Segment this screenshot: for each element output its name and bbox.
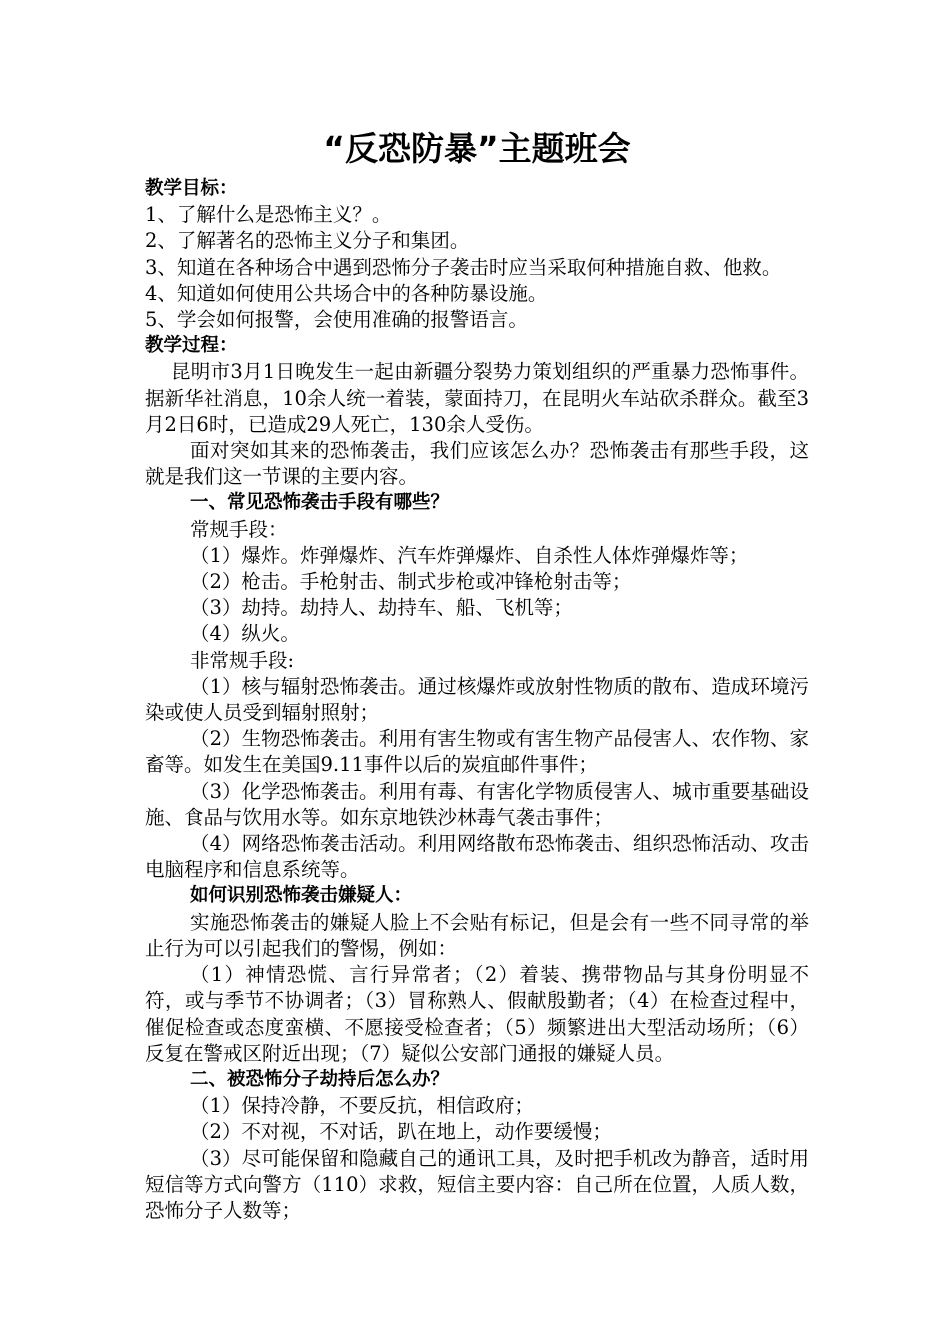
objective-item: 1、了解什么是恐怖主义？。 [145, 203, 392, 227]
conventional-item: （1）爆炸。炸弹爆炸、汽车炸弹爆炸、自杀性人体炸弹爆炸等； [190, 543, 749, 567]
document-title: “反恐防暴”主题班会 [323, 129, 631, 168]
suspect-intro: 实施恐怖袭击的嫌疑人脸上不会贴有标记，但是会有一些不同寻常的举止行为可以引起我们的警惕，例如： [145, 910, 809, 960]
hostage-item: （3）尽可能保留和隐藏自己的通讯工具，及时把手机改为静音，适时用短信等方式向警方（110）求救，短信主要内容：自己所在位置，人质人数，恐怖分子人数等； [145, 1146, 809, 1222]
hostage-item: （1）保持冷静，不要反抗，相信政府； [190, 1094, 534, 1118]
unconventional-item: （3）化学恐怖袭击。利用有毒、有害化学物质侵害人、城市重要基础设施、食品与饮用水等。如东京地铁沙林毒气袭击事件； [145, 779, 809, 829]
intro-paragraph: 面对突如其来的恐怖袭击，我们应该怎么办？恐怖袭击有那些手段，这就是我们这一节课的主要内容。 [145, 439, 809, 489]
unconventional-item: （4）网络恐怖袭击活动。利用网络散布恐怖袭击、组织恐怖活动、攻击电脑程序和信息系统等。 [145, 832, 809, 882]
suspect-list: （1）神情恐慌、言行异常者；（2）着装、携带物品与其身份明显不符，或与季节不协调者；（3）冒称熟人、假献殷勤者；（4）在检查过程中，催促检查或态度蛮横、不愿接受检查者；（5）频繁进出大型活动场所；（6）反复在警戒区附近出现；（7）疑似公安部门通报的嫌疑人员。 [145, 963, 809, 1065]
unconventional-label: 非常规手段: [190, 648, 295, 672]
intro-paragraph: 昆明市3月1日晚发生一起由新疆分裂势力策划组织的严重暴力恐怖事件。据新华社消息，10余人统一着装，蒙面持刀，在昆明火车站砍杀群众。截至3月2日6时，已造成29人死亡，130余人受伤。 [145, 360, 809, 436]
conventional-item: （3）劫持。劫持人、劫持车、船、飞机等； [190, 596, 573, 620]
conventional-label: 常规手段： [190, 517, 288, 541]
process-heading: 教学过程： [145, 335, 238, 357]
section2-heading: 二、被恐怖分子劫持后怎么办？ [190, 1068, 450, 1090]
suspect-heading: 如何识别恐怖袭击嫌疑人： [190, 885, 413, 907]
objective-item: 2、了解著名的恐怖主义分子和集团。 [145, 229, 470, 253]
objectives-heading: 教学目标： [145, 178, 238, 199]
objective-item: 3、知道在各种场合中遇到恐怖分子袭击时应当采取何种措施自救、他救。 [145, 255, 782, 279]
objective-item: 5、学会如何报警，会使用准确的报警语言。 [145, 308, 528, 332]
conventional-item: （4）纵火。 [190, 622, 300, 646]
hostage-item: （2）不对视，不对话，趴在地上，动作要缓慢； [190, 1120, 612, 1144]
section1-heading: 一、常见恐怖袭击手段有哪些？ [190, 492, 450, 514]
conventional-item: （2）枪击。手枪射击、制式步枪或冲锋枪射击等； [190, 570, 632, 594]
objective-item: 4、知道如何使用公共场合中的各种防暴设施。 [145, 281, 548, 305]
unconventional-item: （2）生物恐怖袭击。利用有害生物或有害生物产品侵害人、农作物、家畜等。如发生在美国9.11事件以后的炭疽邮件事件； [145, 727, 809, 777]
document-body [145, 124, 809, 1224]
unconventional-item: （1）核与辐射恐怖袭击。通过核爆炸或放射性物质的散布、造成环境污染或使人员受到辐射照射； [145, 674, 809, 725]
